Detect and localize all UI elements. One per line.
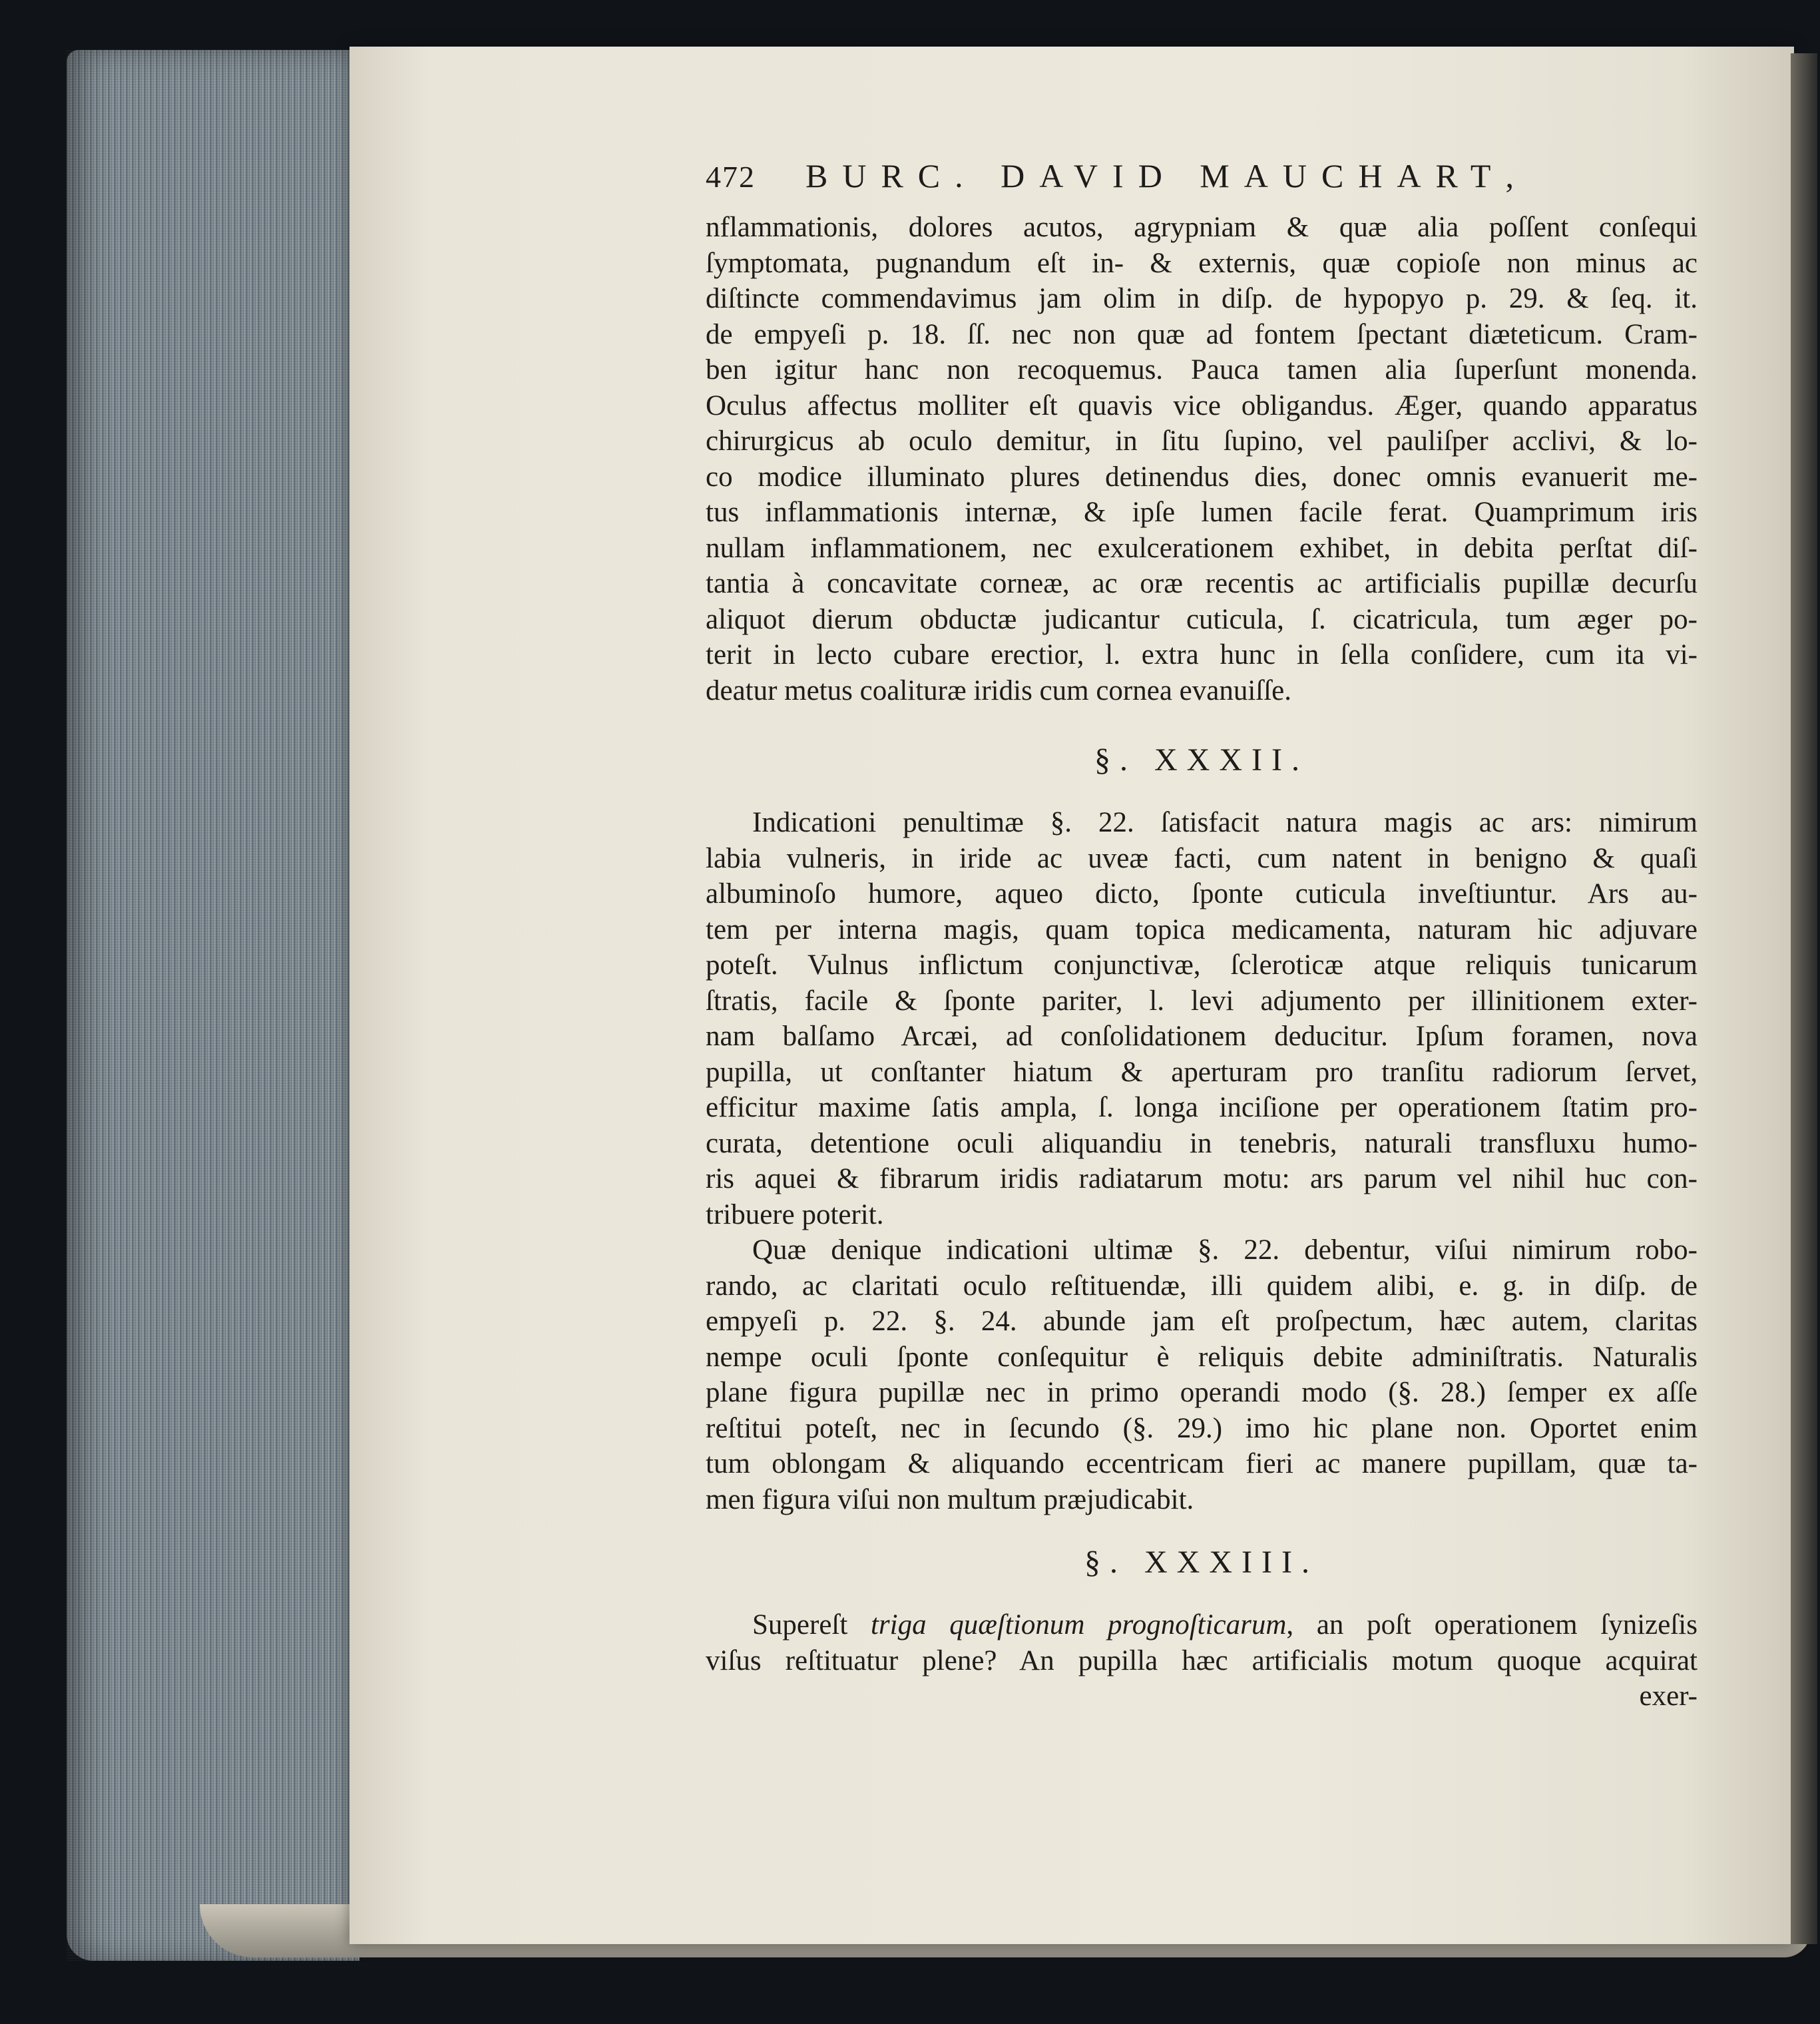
text-line: ben igitur hanc non recoquemus. Pauca tamen alia ſuperſunt monenda. [706, 354, 1698, 385]
text-line: tantia à concavitate corneæ, ac oræ recentis ac artificialis pupillæ decurſu [706, 568, 1698, 599]
text-line: aliquot dierum obductæ judicantur cuticula, ſ. cicatricula, tum æger po- [706, 603, 1698, 635]
text-line: ſymptomata, pugnandum eſt in- & externis, quæ copioſe non minus ac [706, 247, 1698, 279]
text-line: albuminoſo humore, aqueo dicto, ſponte cuticula inveſtiuntur. Ars au- [706, 878, 1698, 909]
text-line: Quæ denique indicationi ultimæ §. 22. debentur, viſui nimirum robo- [752, 1234, 1698, 1266]
text-line: tem per interna magis, quam topica medicamenta, naturam hic adjuvare [706, 913, 1698, 945]
text-line: Indicationi penultimæ §. 22. ſatisfacit natura magis ac ars: nimirum [752, 807, 1698, 838]
text-line: curata, detentione oculi aliquandiu in tenebris, naturali transfluxu humo- [706, 1127, 1698, 1159]
text-line: nam balſamo Arcæi, ad conſolidationem deducitur. Ipſum foramen, nova [706, 1021, 1698, 1052]
running-title-punctuation: , [1505, 157, 1515, 194]
text-line: ſtratis, facile & ſponte pariter, l. levi adjumento per illinitionem exter- [706, 985, 1698, 1017]
text-line: Oculus affectus molliter eſt quavis vice obligandus. Æger, quando apparatus [706, 389, 1698, 421]
text-line: efficitur maxime ſatis ampla, ſ. longa inciſione per operationem ſtatim pro- [706, 1092, 1698, 1123]
text-line: labia vulneris, in iride ac uveæ facti, cum natent in benigno & quaſi [706, 842, 1698, 874]
paragraph-4 [706, 1607, 1698, 1714]
text-line: diſtincte commendavimus jam olim in diſp. de hypopyo p. 29. & ſeq. it. [706, 283, 1698, 314]
text-line: tribuere poterit. [706, 1198, 884, 1230]
text-line: empyeſi p. 22. §. 24. abunde jam eſt proſpectum, hæc autem, claritas [706, 1306, 1698, 1337]
text-line: plane figura pupillæ nec in primo operandi modo (§. 28.) ſemper ex aſſe [706, 1377, 1698, 1408]
paragraph-2 [706, 805, 1698, 1232]
text-line: terit in lecto cubare erectior, l. extra hunc in ſella conſidere, cum ita vi- [706, 639, 1698, 670]
text-line: poteſt. Vulnus inflictum conjunctivæ, ſcleroticæ atque reliquis tunicarum [706, 949, 1698, 981]
paragraph-3 [706, 1232, 1698, 1517]
running-header [706, 156, 1698, 210]
paragraph-1 [706, 210, 1698, 708]
text-line: viſus reſtituatur plene? An pupilla hæc artificialis motum quoque acquirat [706, 1644, 1698, 1676]
text-line: nflammationis, dolores acutos, agrypniam & quæ alia poſſent conſequi [706, 212, 1698, 243]
page-content [706, 156, 1698, 1714]
running-title: BURC. DAVID MAUCHART [805, 157, 1506, 194]
text-line: reſtitui poteſt, nec in ſecundo (§. 29.) imo hic plane non. Oportet enim [706, 1412, 1698, 1444]
text-line: tus inflammationis internæ, & ipſe lumen facile ferat. Quamprimum iris [706, 497, 1698, 528]
text-line: pupilla, ut conſtanter hiatum & aperturam pro tranſitu radiorum ſervet, [706, 1056, 1698, 1088]
text-line: nullam inflammationem, nec exulcerationem exhibet, in debita perſtat diſ- [706, 532, 1698, 564]
text-run: Supereſt [752, 1609, 871, 1641]
text-line: co modice illuminato plures detinendus dies, donec omnis evanuerit me- [706, 461, 1698, 493]
text-line: de empyeſi p. 18. ſſ. nec non quæ ad fontem ſpectant diæteticum. Cram- [706, 318, 1698, 350]
text-line: ris aquei & fibrarum iridis radiatarum motu: ars parum vel nihil huc con- [706, 1163, 1698, 1194]
italic-phrase: triga quæſtionum prognoſticarum [870, 1609, 1287, 1641]
text-line: men figura viſui non multum præjudicabit. [706, 1483, 1194, 1515]
text-line: rando, ac claritati oculo reſtituendæ, illi quidem alibi, e. g. in diſp. de [706, 1270, 1698, 1302]
text-run: , an poſt operationem ſynizeſis [1286, 1609, 1698, 1641]
page-number: 472 [706, 160, 756, 194]
page-edges [67, 50, 359, 1961]
text-line [706, 1607, 1698, 1643]
section-title-32: §. XXXII. [1094, 742, 1309, 778]
catchword: exer- [1639, 1680, 1698, 1712]
right-page-fold [1791, 53, 1817, 1944]
text-line: nempe oculi ſponte conſequitur è reliquis debite adminiſtratis. Naturalis [706, 1341, 1698, 1373]
text-line: chirurgicus ab oculo demitur, in ſitu ſupino, vel pauliſper acclivi, & lo- [706, 425, 1698, 457]
section-title-33: §. XXXIII. [1084, 1545, 1319, 1580]
text-line: tum oblongam & aliquando eccentricam fieri ac manere pupillam, quæ ta- [706, 1448, 1698, 1479]
text-line: deatur metus coalituræ iridis cum cornea evanuiſſe. [706, 674, 1292, 706]
